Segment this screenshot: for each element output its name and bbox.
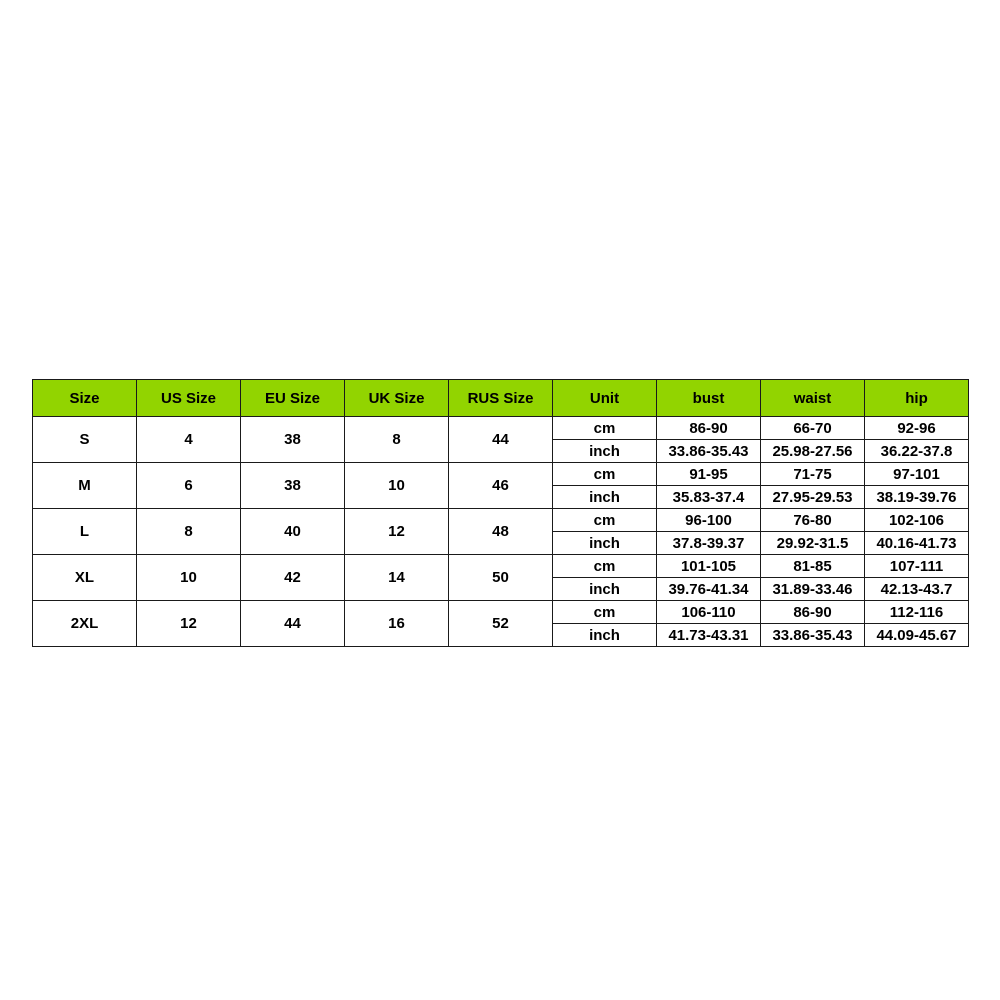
header-uk-size: UK Size — [345, 380, 449, 417]
size-chart-body — [33, 417, 969, 647]
cell-waist: 66-70 — [761, 417, 865, 440]
header-us-size: US Size — [137, 380, 241, 417]
cell-waist: 71-75 — [761, 463, 865, 486]
header-rus-size: RUS Size — [449, 380, 553, 417]
table-row — [33, 463, 969, 486]
table-row — [33, 417, 969, 440]
cell-uk-size: 14 — [345, 555, 449, 601]
cell-hip: 112-116 — [865, 601, 969, 624]
table-row — [33, 601, 969, 624]
cell-bust: 33.86-35.43 — [657, 440, 761, 463]
cell-hip: 92-96 — [865, 417, 969, 440]
cell-waist: 86-90 — [761, 601, 865, 624]
cell-uk-size: 8 — [345, 417, 449, 463]
cell-hip: 40.16-41.73 — [865, 532, 969, 555]
cell-waist: 29.92-31.5 — [761, 532, 865, 555]
cell-rus-size: 44 — [449, 417, 553, 463]
cell-bust: 86-90 — [657, 417, 761, 440]
cell-rus-size: 46 — [449, 463, 553, 509]
cell-bust: 106-110 — [657, 601, 761, 624]
cell-us-size: 8 — [137, 509, 241, 555]
cell-unit: cm — [553, 555, 657, 578]
header-bust: bust — [657, 380, 761, 417]
header-hip: hip — [865, 380, 969, 417]
table-row — [33, 555, 969, 578]
cell-uk-size: 12 — [345, 509, 449, 555]
cell-size: M — [33, 463, 137, 509]
cell-uk-size: 16 — [345, 601, 449, 647]
cell-bust: 96-100 — [657, 509, 761, 532]
cell-waist: 31.89-33.46 — [761, 578, 865, 601]
header-row — [33, 380, 969, 417]
cell-unit: cm — [553, 601, 657, 624]
table-row — [33, 509, 969, 532]
size-chart-table — [32, 379, 969, 647]
cell-hip: 107-111 — [865, 555, 969, 578]
cell-unit: inch — [553, 440, 657, 463]
cell-size: XL — [33, 555, 137, 601]
cell-size: L — [33, 509, 137, 555]
cell-uk-size: 10 — [345, 463, 449, 509]
cell-size: 2XL — [33, 601, 137, 647]
cell-hip: 97-101 — [865, 463, 969, 486]
header-waist: waist — [761, 380, 865, 417]
cell-waist: 81-85 — [761, 555, 865, 578]
cell-eu-size: 40 — [241, 509, 345, 555]
cell-eu-size: 38 — [241, 463, 345, 509]
header-size: Size — [33, 380, 137, 417]
cell-us-size: 10 — [137, 555, 241, 601]
cell-hip: 102-106 — [865, 509, 969, 532]
cell-rus-size: 52 — [449, 601, 553, 647]
cell-bust: 39.76-41.34 — [657, 578, 761, 601]
cell-bust: 91-95 — [657, 463, 761, 486]
cell-waist: 33.86-35.43 — [761, 624, 865, 647]
cell-waist: 25.98-27.56 — [761, 440, 865, 463]
size-chart-header — [33, 380, 969, 417]
cell-hip: 42.13-43.7 — [865, 578, 969, 601]
cell-us-size: 12 — [137, 601, 241, 647]
cell-rus-size: 48 — [449, 509, 553, 555]
cell-eu-size: 44 — [241, 601, 345, 647]
cell-unit: cm — [553, 417, 657, 440]
cell-unit: inch — [553, 624, 657, 647]
cell-unit: cm — [553, 509, 657, 532]
cell-us-size: 6 — [137, 463, 241, 509]
cell-hip: 38.19-39.76 — [865, 486, 969, 509]
cell-unit: inch — [553, 532, 657, 555]
cell-us-size: 4 — [137, 417, 241, 463]
header-unit: Unit — [553, 380, 657, 417]
cell-unit: cm — [553, 463, 657, 486]
cell-bust: 101-105 — [657, 555, 761, 578]
cell-eu-size: 42 — [241, 555, 345, 601]
cell-eu-size: 38 — [241, 417, 345, 463]
header-eu-size: EU Size — [241, 380, 345, 417]
cell-unit: inch — [553, 486, 657, 509]
cell-hip: 36.22-37.8 — [865, 440, 969, 463]
cell-waist: 27.95-29.53 — [761, 486, 865, 509]
cell-bust: 35.83-37.4 — [657, 486, 761, 509]
cell-hip: 44.09-45.67 — [865, 624, 969, 647]
cell-bust: 41.73-43.31 — [657, 624, 761, 647]
cell-waist: 76-80 — [761, 509, 865, 532]
cell-rus-size: 50 — [449, 555, 553, 601]
cell-size: S — [33, 417, 137, 463]
cell-bust: 37.8-39.37 — [657, 532, 761, 555]
cell-unit: inch — [553, 578, 657, 601]
